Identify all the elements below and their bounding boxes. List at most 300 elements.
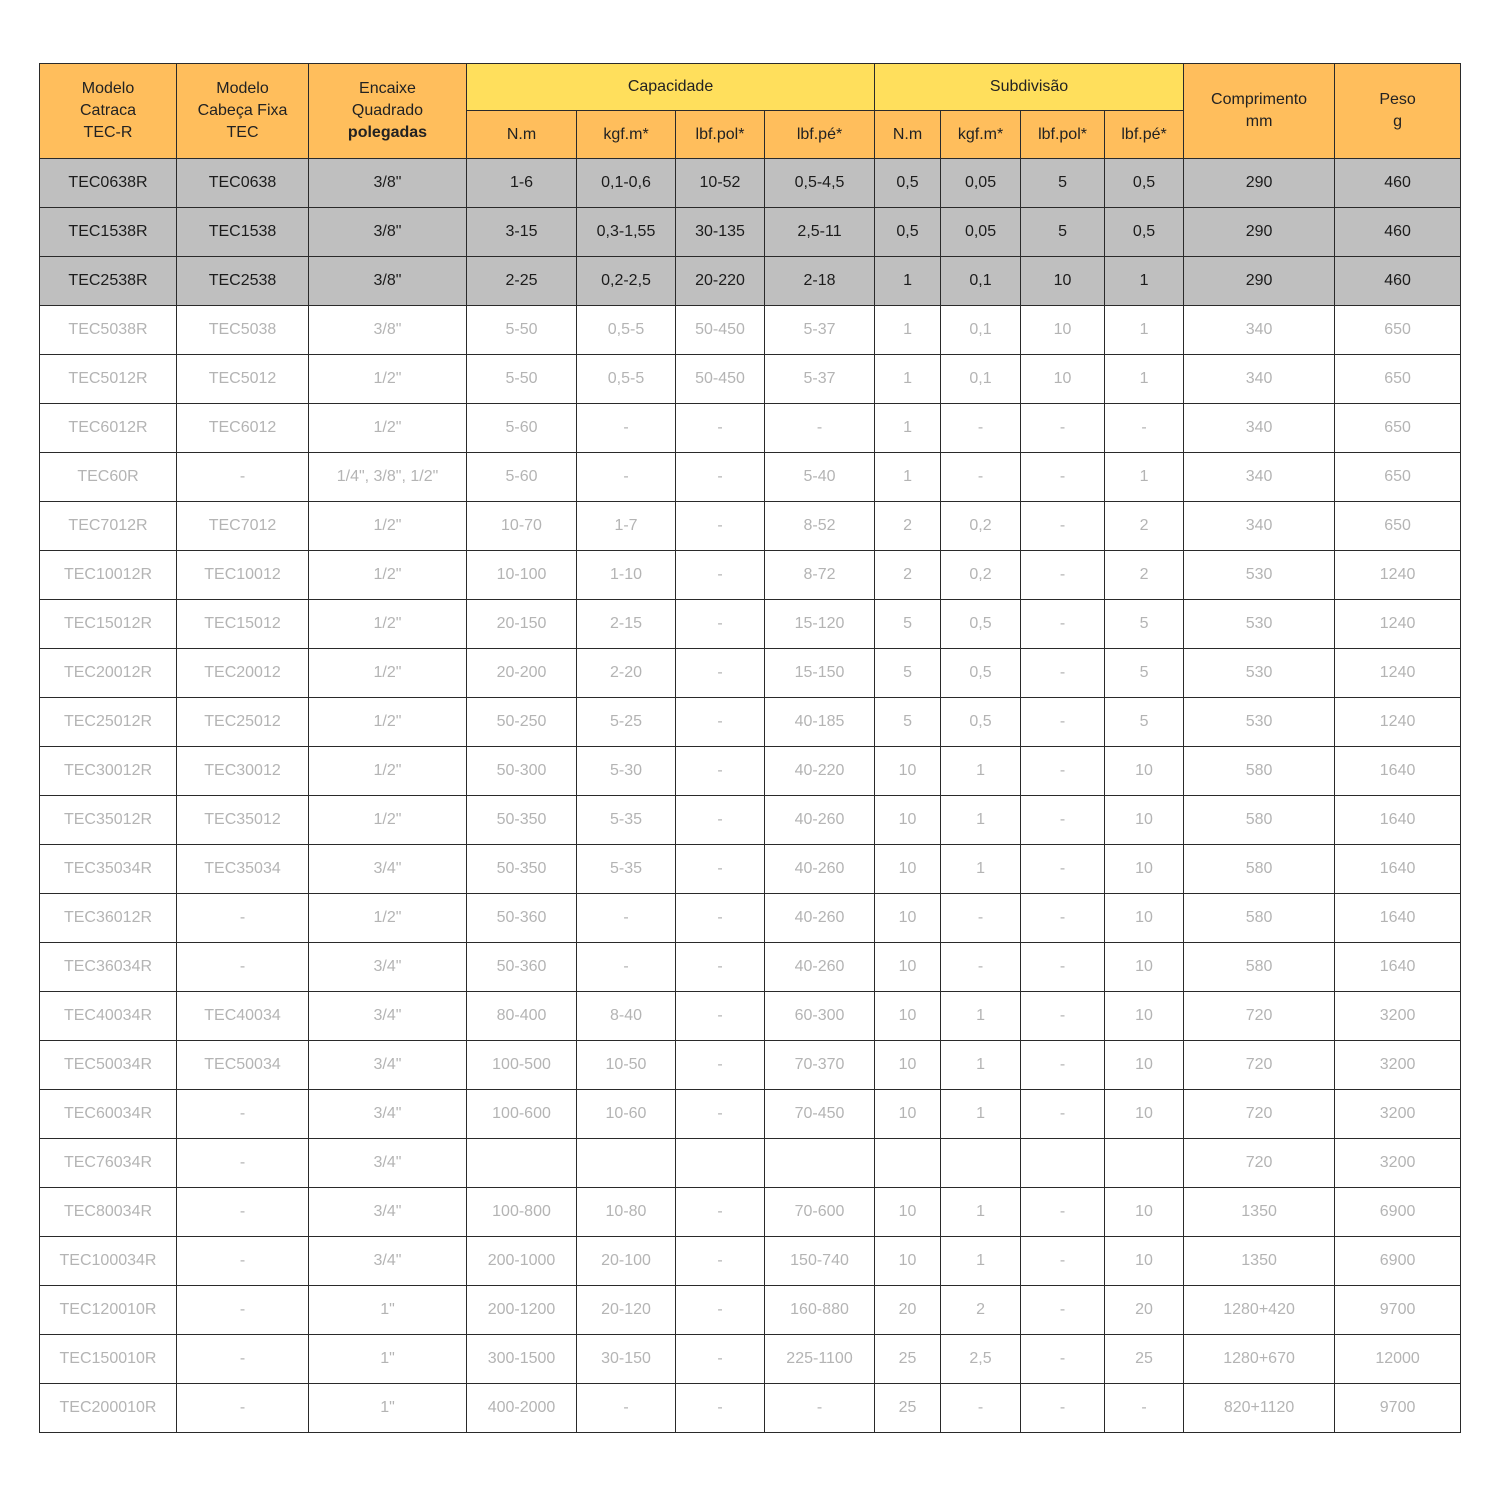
table-cell: 5-35 xyxy=(577,796,676,845)
table-cell: 580 xyxy=(1184,845,1335,894)
table-cell: 0,2 xyxy=(941,551,1021,600)
table-cell: 1 xyxy=(875,257,941,306)
table-cell: 0,3-1,55 xyxy=(577,208,676,257)
table-cell: TEC120010R xyxy=(40,1286,177,1335)
table-cell: TEC10012 xyxy=(177,551,309,600)
table-cell: TEC150010R xyxy=(40,1335,177,1384)
table-cell: TEC2538R xyxy=(40,257,177,306)
table-cell: - xyxy=(676,943,765,992)
table-cell: 1/2" xyxy=(309,698,467,747)
table-cell: - xyxy=(177,1384,309,1433)
table-row xyxy=(40,1237,1461,1286)
table-cell: 25 xyxy=(875,1335,941,1384)
table-cell: 530 xyxy=(1184,698,1335,747)
table-cell xyxy=(765,1139,875,1188)
table-row xyxy=(40,845,1461,894)
table-cell: 70-600 xyxy=(765,1188,875,1237)
table-cell: 460 xyxy=(1335,208,1461,257)
header-capacidade-unit: kgf.m* xyxy=(577,111,676,159)
table-cell: TEC35034 xyxy=(177,845,309,894)
table-cell: 10 xyxy=(875,1041,941,1090)
table-cell: 3200 xyxy=(1335,1041,1461,1090)
table-cell: TEC7012 xyxy=(177,502,309,551)
header-subdivisao-unit: kgf.m* xyxy=(941,111,1021,159)
header-line-bold: polegadas xyxy=(347,124,428,141)
table-row xyxy=(40,943,1461,992)
table-cell: - xyxy=(1021,1188,1105,1237)
table-cell: - xyxy=(1021,1335,1105,1384)
table-cell xyxy=(467,1139,577,1188)
table-row xyxy=(40,1335,1461,1384)
table-cell: - xyxy=(1021,796,1105,845)
table-row xyxy=(40,453,1461,502)
table-cell: - xyxy=(1021,551,1105,600)
table-cell: TEC100034R xyxy=(40,1237,177,1286)
table-cell: 1" xyxy=(309,1384,467,1433)
table-row xyxy=(40,306,1461,355)
table-cell: 0,05 xyxy=(941,159,1021,208)
table-cell: - xyxy=(676,1237,765,1286)
table-cell: 5-25 xyxy=(577,698,676,747)
table-cell: TEC5012 xyxy=(177,355,309,404)
table-cell: 2,5 xyxy=(941,1335,1021,1384)
table-cell: 1 xyxy=(941,1188,1021,1237)
table-cell: 820+1120 xyxy=(1184,1384,1335,1433)
table-cell: 580 xyxy=(1184,894,1335,943)
table-cell: 2-18 xyxy=(765,257,875,306)
table-cell: - xyxy=(177,453,309,502)
table-cell: TEC6012 xyxy=(177,404,309,453)
table-cell: - xyxy=(1021,992,1105,1041)
table-cell: TEC30012 xyxy=(177,747,309,796)
table-cell: 10 xyxy=(1105,1041,1184,1090)
table-cell xyxy=(676,1139,765,1188)
table-row xyxy=(40,1041,1461,1090)
table-cell: - xyxy=(577,943,676,992)
table-header xyxy=(40,64,1461,159)
table-cell: 5-60 xyxy=(467,404,577,453)
table-cell: 1240 xyxy=(1335,698,1461,747)
table-cell: 5 xyxy=(1021,159,1105,208)
table-cell: 70-450 xyxy=(765,1090,875,1139)
table-cell: - xyxy=(1021,747,1105,796)
table-cell: 100-800 xyxy=(467,1188,577,1237)
torque-wrench-spec-table xyxy=(39,63,1461,1433)
table-cell: 3/4" xyxy=(309,1139,467,1188)
table-cell: 9700 xyxy=(1335,1384,1461,1433)
table-cell: 0,5 xyxy=(941,649,1021,698)
table-cell: - xyxy=(941,943,1021,992)
table-cell: 3200 xyxy=(1335,1139,1461,1188)
table-cell: - xyxy=(676,1335,765,1384)
table-cell: - xyxy=(177,1188,309,1237)
header-line: Encaixe xyxy=(359,80,416,97)
table-cell: - xyxy=(177,943,309,992)
table-cell: TEC5038 xyxy=(177,306,309,355)
table-cell: 720 xyxy=(1184,1041,1335,1090)
table-cell: 0,5 xyxy=(875,159,941,208)
table-cell: 1 xyxy=(941,1041,1021,1090)
table-cell: 6900 xyxy=(1335,1237,1461,1286)
table-cell: - xyxy=(676,1286,765,1335)
table-cell: 2-15 xyxy=(577,600,676,649)
header-line: Catraca xyxy=(79,102,137,119)
table-cell: 10-60 xyxy=(577,1090,676,1139)
header-modelo-cabeca-fixa xyxy=(177,64,309,159)
table-cell: 10-52 xyxy=(676,159,765,208)
table-cell: 1280+420 xyxy=(1184,1286,1335,1335)
table-cell: 225-1100 xyxy=(765,1335,875,1384)
table-cell: - xyxy=(765,404,875,453)
table-cell: 40-260 xyxy=(765,845,875,894)
table-cell: - xyxy=(676,747,765,796)
table-cell: 650 xyxy=(1335,453,1461,502)
table-cell: 10 xyxy=(1105,1237,1184,1286)
table-cell: - xyxy=(676,453,765,502)
table-row xyxy=(40,1139,1461,1188)
table-cell: 2-25 xyxy=(467,257,577,306)
table-cell: 2 xyxy=(941,1286,1021,1335)
table-cell: 10 xyxy=(875,894,941,943)
table-cell: - xyxy=(1021,845,1105,894)
table-cell: 1640 xyxy=(1335,796,1461,845)
table-cell: 10 xyxy=(1105,943,1184,992)
table-cell: 1280+670 xyxy=(1184,1335,1335,1384)
table-cell: TEC35034R xyxy=(40,845,177,894)
table-cell: 5-35 xyxy=(577,845,676,894)
table-cell: 40-185 xyxy=(765,698,875,747)
table-cell: - xyxy=(577,453,676,502)
table-cell: - xyxy=(676,1041,765,1090)
table-cell: TEC35012 xyxy=(177,796,309,845)
table-cell: 20 xyxy=(1105,1286,1184,1335)
table-cell: - xyxy=(676,1090,765,1139)
table-cell: 70-370 xyxy=(765,1041,875,1090)
table-cell: TEC5038R xyxy=(40,306,177,355)
table-cell: - xyxy=(177,1286,309,1335)
table-cell: 5-30 xyxy=(577,747,676,796)
table-cell: 40-260 xyxy=(765,894,875,943)
table-cell: 10 xyxy=(875,992,941,1041)
table-cell: - xyxy=(1021,698,1105,747)
table-cell: TEC80034R xyxy=(40,1188,177,1237)
table-cell xyxy=(875,1139,941,1188)
table-cell: TEC1538 xyxy=(177,208,309,257)
table-cell: 3/4" xyxy=(309,1090,467,1139)
table-cell: - xyxy=(1021,943,1105,992)
header-capacidade-unit: lbf.pol* xyxy=(676,111,765,159)
table-cell: 25 xyxy=(875,1384,941,1433)
table-cell: 10 xyxy=(875,845,941,894)
table-cell: TEC15012R xyxy=(40,600,177,649)
table-row xyxy=(40,1090,1461,1139)
table-cell: 650 xyxy=(1335,404,1461,453)
table-cell: 30-135 xyxy=(676,208,765,257)
table-cell: 1 xyxy=(941,796,1021,845)
table-cell: 150-740 xyxy=(765,1237,875,1286)
table-cell: - xyxy=(177,1335,309,1384)
table-cell: 1 xyxy=(941,992,1021,1041)
table-row xyxy=(40,1188,1461,1237)
table-cell: 1/4", 3/8", 1/2" xyxy=(309,453,467,502)
table-cell: 1640 xyxy=(1335,894,1461,943)
table-cell: 1240 xyxy=(1335,551,1461,600)
table-cell: - xyxy=(676,502,765,551)
table-cell: - xyxy=(177,894,309,943)
table-cell: 3/8" xyxy=(309,208,467,257)
table-cell: TEC50034R xyxy=(40,1041,177,1090)
table-cell: 530 xyxy=(1184,600,1335,649)
table-cell: - xyxy=(577,404,676,453)
table-cell: 340 xyxy=(1184,355,1335,404)
table-cell: 10-100 xyxy=(467,551,577,600)
table-cell: - xyxy=(676,992,765,1041)
table-cell: 0,5-4,5 xyxy=(765,159,875,208)
table-cell: 3200 xyxy=(1335,1090,1461,1139)
table-cell: - xyxy=(941,894,1021,943)
table-cell: 10 xyxy=(1021,306,1105,355)
table-cell: 3/4" xyxy=(309,1237,467,1286)
table-cell: 0,5 xyxy=(875,208,941,257)
table-row xyxy=(40,698,1461,747)
table-cell: 0,2-2,5 xyxy=(577,257,676,306)
table-cell: 10 xyxy=(875,747,941,796)
table-cell: 5-60 xyxy=(467,453,577,502)
table-cell: 0,5 xyxy=(941,600,1021,649)
table-cell: 2-20 xyxy=(577,649,676,698)
table-cell: 1350 xyxy=(1184,1237,1335,1286)
table-cell: 0,5 xyxy=(1105,159,1184,208)
table-cell: 10-80 xyxy=(577,1188,676,1237)
table-row xyxy=(40,502,1461,551)
header-comprimento xyxy=(1184,64,1335,159)
table-cell: - xyxy=(765,1384,875,1433)
table-cell: 1/2" xyxy=(309,404,467,453)
table-row xyxy=(40,1286,1461,1335)
table-cell: 1 xyxy=(875,355,941,404)
table-cell: 10 xyxy=(1105,1090,1184,1139)
table-cell: 40-260 xyxy=(765,943,875,992)
table-cell: 10 xyxy=(1021,355,1105,404)
table-cell: 8-52 xyxy=(765,502,875,551)
header-line: g xyxy=(1393,113,1403,130)
table-cell: 200-1000 xyxy=(467,1237,577,1286)
table-cell: 1640 xyxy=(1335,943,1461,992)
table-cell: - xyxy=(1021,600,1105,649)
table-cell: 50-350 xyxy=(467,796,577,845)
table-cell: TEC36034R xyxy=(40,943,177,992)
table-cell: 340 xyxy=(1184,404,1335,453)
table-cell: 1 xyxy=(1105,306,1184,355)
table-cell: TEC60R xyxy=(40,453,177,502)
table-cell: 3/8" xyxy=(309,306,467,355)
table-cell: - xyxy=(941,453,1021,502)
table-cell: 10 xyxy=(1105,796,1184,845)
table-cell: 8-72 xyxy=(765,551,875,600)
header-capacidade-unit: lbf.pé* xyxy=(765,111,875,159)
table-row xyxy=(40,1384,1461,1433)
table-cell: 160-880 xyxy=(765,1286,875,1335)
table-cell: 290 xyxy=(1184,257,1335,306)
table-cell: 650 xyxy=(1335,306,1461,355)
table-cell: - xyxy=(676,649,765,698)
table-body xyxy=(40,159,1461,1433)
table-cell: - xyxy=(1021,1384,1105,1433)
table-cell: 50-360 xyxy=(467,894,577,943)
table-cell: 5 xyxy=(875,649,941,698)
table-cell: 3/4" xyxy=(309,1041,467,1090)
table-cell: 10 xyxy=(875,1237,941,1286)
table-cell: - xyxy=(941,404,1021,453)
table-cell: 10-70 xyxy=(467,502,577,551)
table-cell: 9700 xyxy=(1335,1286,1461,1335)
table-row xyxy=(40,404,1461,453)
table-cell: - xyxy=(577,1384,676,1433)
table-cell: 1 xyxy=(1105,453,1184,502)
table-cell: 15-120 xyxy=(765,600,875,649)
table-cell: - xyxy=(676,1384,765,1433)
table-cell: 50-450 xyxy=(676,306,765,355)
table-cell: 1/2" xyxy=(309,894,467,943)
table-cell: 5-37 xyxy=(765,355,875,404)
table-cell: TEC25012 xyxy=(177,698,309,747)
table-cell: 0,5-5 xyxy=(577,355,676,404)
table-cell: 580 xyxy=(1184,943,1335,992)
table-cell: 1640 xyxy=(1335,845,1461,894)
header-line: Peso xyxy=(1379,91,1416,108)
table-cell: 1240 xyxy=(1335,649,1461,698)
header-line: TEC-R xyxy=(83,124,133,141)
table-cell: 100-600 xyxy=(467,1090,577,1139)
table-cell: 460 xyxy=(1335,257,1461,306)
table-cell: - xyxy=(941,1384,1021,1433)
table-cell: 530 xyxy=(1184,551,1335,600)
table-cell: 1 xyxy=(875,404,941,453)
table-cell: 10 xyxy=(875,1090,941,1139)
table-cell: 3/4" xyxy=(309,1188,467,1237)
table-cell: 1240 xyxy=(1335,600,1461,649)
table-cell: 5 xyxy=(1021,208,1105,257)
table-cell: 3/8" xyxy=(309,257,467,306)
header-subdivisao-unit: N.m xyxy=(875,111,941,159)
table-cell: 20-200 xyxy=(467,649,577,698)
table-cell: 580 xyxy=(1184,796,1335,845)
header-line: mm xyxy=(1245,113,1273,130)
header-subdivisao-unit: lbf.pé* xyxy=(1105,111,1184,159)
table-cell: 3/4" xyxy=(309,992,467,1041)
table-cell: TEC30012R xyxy=(40,747,177,796)
table-cell: 340 xyxy=(1184,453,1335,502)
table-cell: TEC20012R xyxy=(40,649,177,698)
table-cell: 1 xyxy=(941,845,1021,894)
table-cell: 1/2" xyxy=(309,796,467,845)
table-cell: 1-7 xyxy=(577,502,676,551)
header-line: Modelo xyxy=(216,80,269,97)
table-cell: TEC40034R xyxy=(40,992,177,1041)
table-cell: TEC1538R xyxy=(40,208,177,257)
table-cell: 100-500 xyxy=(467,1041,577,1090)
header-line: Quadrado xyxy=(351,102,424,119)
table-cell: 15-150 xyxy=(765,649,875,698)
table-cell: 580 xyxy=(1184,747,1335,796)
table-cell: TEC15012 xyxy=(177,600,309,649)
table-cell: - xyxy=(676,551,765,600)
table-cell: 1/2" xyxy=(309,649,467,698)
table-cell xyxy=(941,1139,1021,1188)
table-cell: 1 xyxy=(875,306,941,355)
table-cell: 0,5-5 xyxy=(577,306,676,355)
table-row xyxy=(40,796,1461,845)
table-cell: 200-1200 xyxy=(467,1286,577,1335)
table-cell: 0,5 xyxy=(941,698,1021,747)
table-cell: - xyxy=(676,796,765,845)
table-cell: 80-400 xyxy=(467,992,577,1041)
table-cell: - xyxy=(1021,502,1105,551)
table-cell: 20-120 xyxy=(577,1286,676,1335)
table-cell: 2 xyxy=(875,502,941,551)
table-cell: 1640 xyxy=(1335,747,1461,796)
table-cell: 50-360 xyxy=(467,943,577,992)
table-cell: - xyxy=(1021,453,1105,502)
table-cell: 5 xyxy=(875,600,941,649)
table-cell: 0,05 xyxy=(941,208,1021,257)
table-cell: 5-40 xyxy=(765,453,875,502)
table-cell: 10 xyxy=(1021,257,1105,306)
header-subdivisao: Subdivisão xyxy=(875,64,1184,111)
table-cell: 1" xyxy=(309,1335,467,1384)
table-cell: 300-1500 xyxy=(467,1335,577,1384)
table-cell: 0,2 xyxy=(941,502,1021,551)
table-cell: 0,1 xyxy=(941,306,1021,355)
table-cell: TEC6012R xyxy=(40,404,177,453)
table-cell: TEC10012R xyxy=(40,551,177,600)
table-cell: 10 xyxy=(1105,992,1184,1041)
table-row xyxy=(40,600,1461,649)
table-cell: 3-15 xyxy=(467,208,577,257)
table-cell: 10 xyxy=(1105,1188,1184,1237)
header-line: Comprimento xyxy=(1211,91,1308,108)
table-cell: 10 xyxy=(875,796,941,845)
table-cell: - xyxy=(676,698,765,747)
table-cell: - xyxy=(676,600,765,649)
table-cell: 720 xyxy=(1184,992,1335,1041)
table-cell: 1/2" xyxy=(309,502,467,551)
table-row xyxy=(40,894,1461,943)
table-cell: 5 xyxy=(1105,649,1184,698)
table-row xyxy=(40,257,1461,306)
table-cell: 10-50 xyxy=(577,1041,676,1090)
table-cell: 10 xyxy=(1105,747,1184,796)
table-cell xyxy=(1021,1139,1105,1188)
table-cell: 290 xyxy=(1184,208,1335,257)
table-cell: TEC0638R xyxy=(40,159,177,208)
table-cell: 50-450 xyxy=(676,355,765,404)
table-cell: 5-50 xyxy=(467,306,577,355)
table-row xyxy=(40,747,1461,796)
table-cell xyxy=(577,1139,676,1188)
table-cell: 8-40 xyxy=(577,992,676,1041)
table-cell: TEC40034 xyxy=(177,992,309,1041)
table-cell: - xyxy=(577,894,676,943)
table-cell: - xyxy=(1021,1286,1105,1335)
table-row xyxy=(40,208,1461,257)
table-row xyxy=(40,159,1461,208)
table-cell: 1 xyxy=(941,1237,1021,1286)
table-cell: TEC35012R xyxy=(40,796,177,845)
table-cell: 0,1 xyxy=(941,257,1021,306)
table-cell: - xyxy=(1021,1237,1105,1286)
table-cell: TEC2538 xyxy=(177,257,309,306)
